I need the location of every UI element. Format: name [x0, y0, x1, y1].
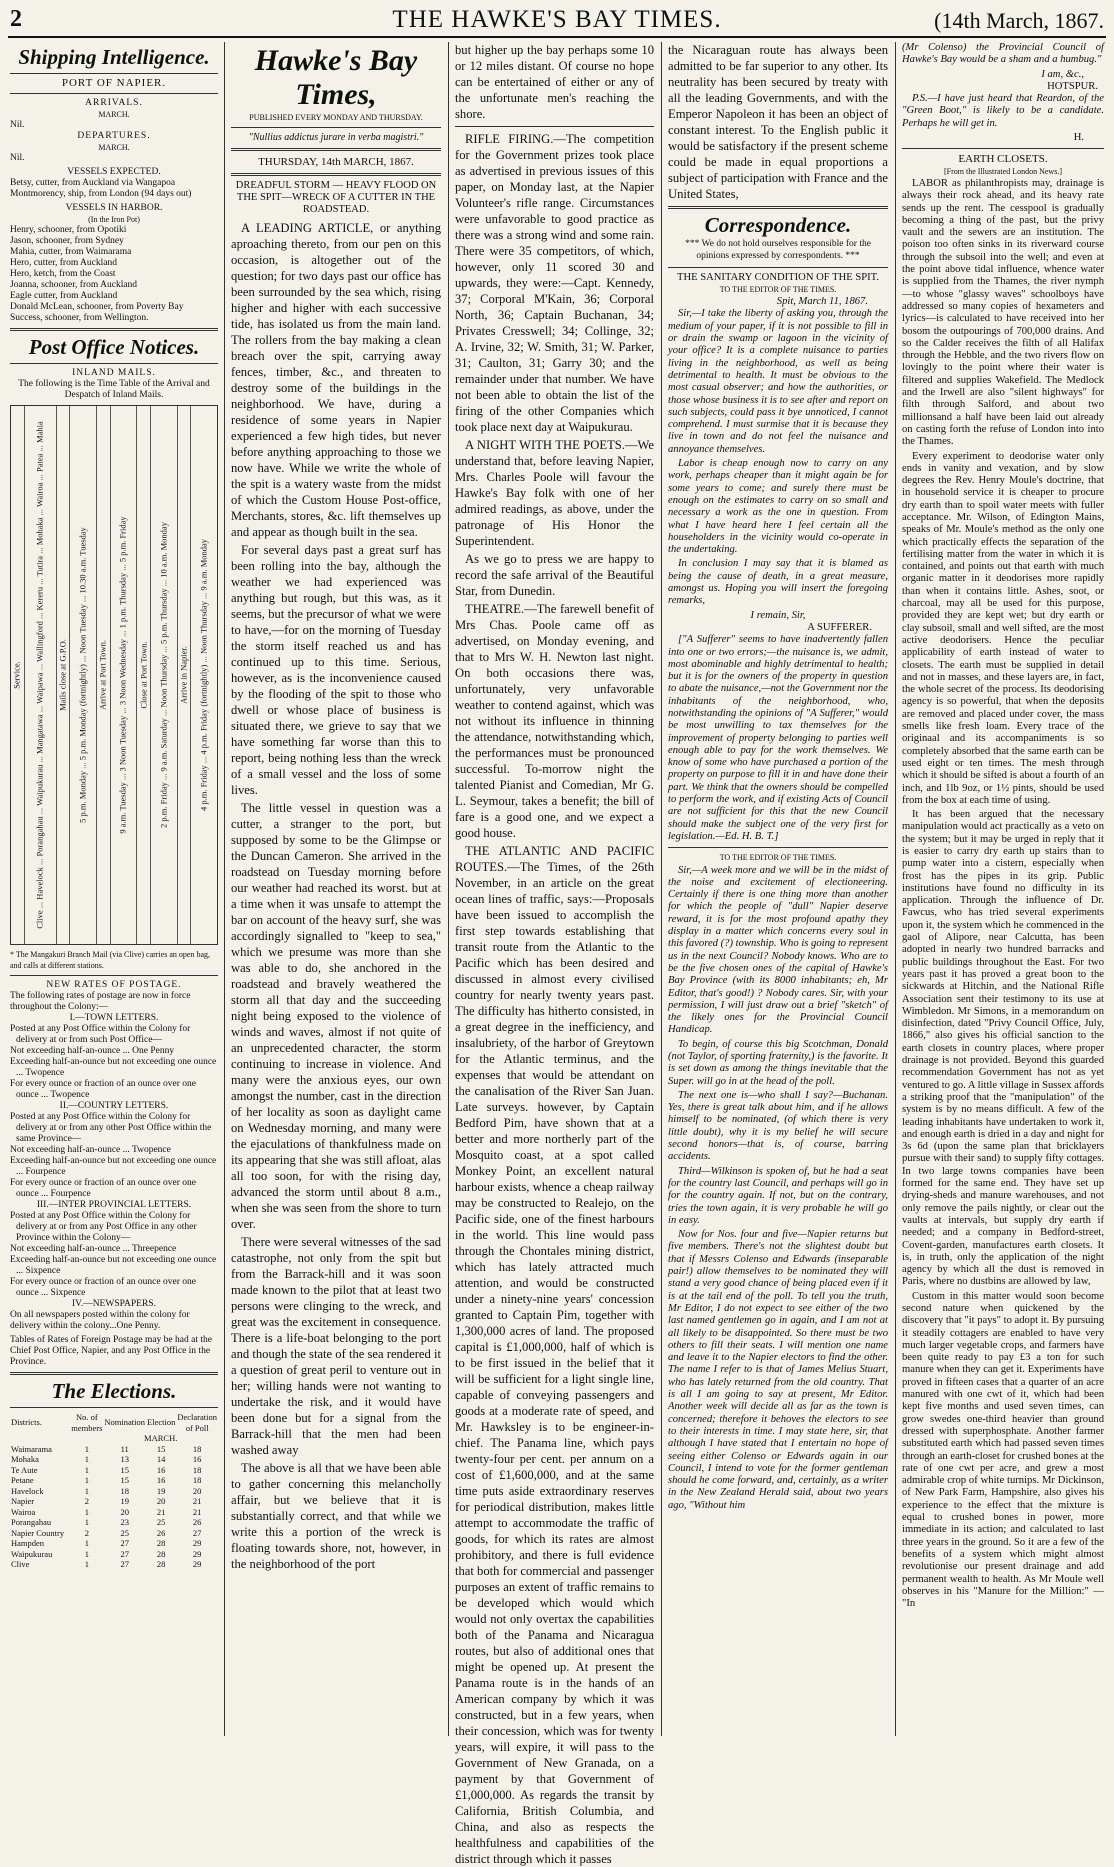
inland-mails: INLAND MAILS.: [72, 368, 156, 378]
table-cell: 21: [192, 1496, 202, 1506]
table-cell: 18: [192, 1464, 202, 1475]
table-cell: 2: [84, 1496, 89, 1506]
timetable-column: [96, 406, 110, 944]
letter-paragraph: Sir,—A week more and we will be in the midst of the noise and excitement of electioneering. Certainly if there is one thing more than another for which the people of "dull" Napier deserve reward, it is for the most profound apathy they display in a matter which concerns every soul in this favored (?) township. Who is going to represent us in the next Council? Nobody knows. Who are to be the five chosen ones of the capital of Hawke's Bay Province (with its 8000 inhabitants; eh, Mr Editor, that's good!) ? Nobody cares. Sir, with your permission, I will just draw out a brief "sketch" of the likely ones for the Provincial Council Handicap.: [668, 864, 888, 1036]
article-paragraph: It has been argued that the necessary manipulation would act practically as a veto on the system; but it may be urged in reply that it is easier to carry dry earth up stairs than to pump water into a cistern, especially when frost has the pipes in its grip. Public institutions have found no difficulty in its application. Through the influence of Dr. Fawcus, who has tried several experiments upon it, the system which he commenced in the gaol of Alipore, near Calcutta, has been adopted in nearly two hundred barracks and public buildings throughout the East. For two years past it has proved a great boon to the sickwards at Hitchin, and the National Rifle Association sent their testimony to its use at Wimbledon. Mr Simons, in a memorandum on disinfection, dated "Privy Council Office, July, 1866," also gives his official sanction to the earth closets in country places, where proper drainage is not provided. Beyond this guarded recommendation Government has not as yet ventured to go. A little village in Sussex affords a striking proof that the "manipulation" of the system is by no means difficult. A few of the leading inhabitants have undertaken to work it, and enough earth is dried in a day and night for 3s 6d (upon the same plan that bricklayers pursue with their sand) to supply fifty cottages. In two large towns companies have been formed for the same end. They have set up drying-sheds and manure warehouses, and not only remove the pails nightly, or clear out the vaults at intervals, but supply dry earth if needed; and a company in Bedford-street, Covent-garden, manufactures earth closets. It is, in truth, only the application of the night agency by which all the dust is removed in Paris, where no dustbins are allowed by law,: [902, 809, 1104, 1288]
table-cell: 28: [156, 1548, 166, 1559]
table-row: [10, 1538, 218, 1549]
storm-headline: DREADFUL STORM — HEAVY FLOOD ON THE SPIT—WRECK OF A CUTTER IN THE ROADSTEAD.: [235, 180, 437, 215]
theatre-paragraph: THEATRE.—The farewell benefit of Mrs Chas. Poole came off as advertised, on Monday evening, and that to Mrs W. H. Newton last night. On both occasions there was, unfortunately, very unfavorable weather to contend against, which was not without its influence in thinning the attendance, notwithstanding which, the performances must be pronounced successful. To-morrow night the talented Pianist and Comedian, Mr G. L. Seymour, takes a benefit; the bill of fare is a good one, and we expect a good house.: [455, 602, 654, 840]
table-cell: Nomination: [104, 1417, 146, 1428]
article-paragraph: The little vessel in question was a cutter, a stranger to the port, but supposed by some to be the Glimpse or the Duncan Cameron. She arrived in the roadstead on Tuesday morning before our weather had reached its worst. but at a time when it was unsafe to attempt the bar on account of the heavy surf, she was accordingly signalled to "keep to sea," which we presume was more than she was able to do, she anchored in the roadstead and bravely weathered the storm all that day and the succeeding night being exposed to the violence of winds and waves, almost if not quite of an unprecedented character, the storm continuing to increase in violence. And many were the anxious eyes, our own amongst the number, cast in the direction of her locality as soon as daylight came on Wednesday morning, and many were the ejaculations of thankfulness made on its appearing that she was still afloat, alas all too soon, for with the rising day, advanced the storm until about 8 a.m., when she was seen from the shore to turn over.: [231, 801, 441, 1231]
table-cell: 28: [156, 1559, 166, 1569]
list-item: Exceeding half-an-ounce but not exceeding one ounce ... Sixpence: [10, 1255, 217, 1276]
town-heading: I.—TOWN LETTERS.: [69, 1013, 159, 1023]
timetable-column: [150, 406, 177, 944]
table-row: [10, 1433, 218, 1444]
table-cell: Te Aute: [11, 1464, 38, 1475]
table-cell: 15: [120, 1464, 129, 1475]
letter-paragraph: In conclusion I may say that it is blamed as being the cause of death, in a great measure, amongst us. Hoping you will insert the foregoing remarks,: [668, 558, 888, 607]
list-item: Mahia, cutter, from Waimarama: [10, 247, 132, 257]
table-cell: 14: [156, 1454, 166, 1464]
table-cell: 21: [192, 1506, 202, 1517]
editor-note: ["A Sufferer" seems to have inadvertently fallen into one or two errors;—the nuisance is, we admit, most abominable and highly detrimental to health; but it is for the owners of the property in question to abate the nuisance,—not the Government nor the inhabitants of the neighborhood, who, notwithstanding the opinions of "A Sufferer," would be most unwilling to tax themselves for the improvement of property belonging to parties well enough able to pay for the work themselves. We know of some who have purchased a portion of the property on purpose to fill it in and have done their part. We think that the owners should be compelled to perform the work, and if existing Acts of Council are not sufficient for this that the new Council should make the subject one of the very first for legislation.—Ed. H. B. T.]: [668, 634, 888, 842]
letter-closing: I remain, Sir,: [750, 609, 806, 621]
table-cell: 1: [84, 1559, 89, 1569]
table-cell: Mohaka: [11, 1454, 39, 1464]
list-item: Betsy, cutter, from Auckland via Wangapoa: [10, 178, 176, 188]
letter-paragraph: Third—Wilkinson is spoken of, but he had a seat for the country last Council, and perhaps will go in for the country again. If not, but on the contrary, tries the town again, it is very probable he will go in easy.: [668, 1165, 888, 1226]
list-item: Success, schooner, from Wellington.: [10, 313, 149, 323]
table-cell: Waimarama: [11, 1443, 52, 1454]
table-cell: 27: [120, 1559, 129, 1569]
article-paragraph: Custom in this matter would soon become second nature when quickened by the discovery that "it pays" to adopt it. By pursuing it steadily cottagers are enabled to have very much larger vegetable crops, and farmers have been quite ready to pay £3 a ton for such manure when they can get it. Experiments have proved in fifteen cases that a quarter of an acre manured with one cwt of it, which had been kept five months and used seven times, can grow swedes one-third heavier than ground dressed with superphosphate. Another farmer substituted earth which had passed seven times through an earth-closet for crushed bones at the rate of one cwt per acre, and grew a most admirable crop of white turnips. Mr Dickinson, of New Park Farm, Hampshire, also gives his experience to the effect that the mixture is equal to crushed bones in power, more immediate in its action; and calculated to last three years in the ground. So it are a few of the benefits of a system which might almost revolutionise our present drainage and add permanent wealth to health. As Mr Moule well observes in his "Manure for the Million:" — "In: [902, 1290, 1104, 1610]
article-paragraph: the Nicaraguan route has always been admitted to be far superior to any other. Its neutrality has been secured by treaty with all the leading Governments, and with the Emperor Napoleon it has been an object of constant interest. To the English public it would be satisfactory if the present scheme could be made in equal proportions a subject of participation with France and the United States,: [668, 43, 888, 201]
table-cell: 18: [192, 1475, 202, 1485]
letter-paragraph: Sir,—I take the liberty of asking you, through the medium of your paper, if it is not possible to fill in or drain the swamp or lagoon in the vicinity of your office? It is a complete nuisance to parties living in the neighborhood, as well as being detrimental to health. It must be obvious to the most casual observer; and how the authorities, or those whose business it is to see after and report on such subjects, could pass it bye unnoticed, I cannot comprehend. I must surmise that it is because they live in town and do not feel the nuisance and annoyance themselves.: [668, 308, 888, 455]
list-item: Exceeding half-an-ounce but not exceeding one ounce ... Fourpence: [10, 1156, 217, 1177]
table-row: [10, 1507, 218, 1518]
letter-paragraph: Labor is cheap enough now to carry on any work, perhaps cheaper than it might again be for some years to come; and surely there must be enough on the estimates to carry on so small and necessary a work as the one in question. From what I have heard here I feel certain all the householders in the vicinity would co-operate in the undertaking.: [668, 458, 888, 556]
elections-heading: The Elections.: [51, 1379, 177, 1403]
timetable-cell: Arrive at Port Town.: [97, 639, 108, 711]
list-item: Posted at any Post Office within the Colony for delivery at or from any other Post Office within the same Province—: [10, 1112, 212, 1144]
masthead: [8, 6, 1106, 38]
rates-intro: The following rates of postage are now in force throughout the Colony:—: [10, 991, 191, 1012]
page-number: 2: [10, 6, 22, 32]
table-cell: Waipukurau: [11, 1548, 53, 1559]
table-cell: 15: [120, 1475, 129, 1485]
table-cell: 20: [156, 1496, 166, 1506]
country-heading: II.—COUNTRY LETTERS.: [59, 1101, 169, 1111]
table-cell: 11: [120, 1443, 129, 1454]
news-heading: IV.—NEWSPAPERS.: [72, 1299, 156, 1309]
column-shipping-post: [6, 42, 222, 1736]
inter-rates: [10, 1211, 218, 1299]
table-cell: 27: [120, 1548, 129, 1559]
table-row: [10, 1528, 218, 1539]
inter-heading: III.—INTER PROVINCIAL LETTERS.: [36, 1200, 192, 1210]
table-cell: 13: [120, 1454, 129, 1464]
list-item: Hero, ketch, from the Coast: [10, 269, 116, 279]
table-cell: 1: [84, 1548, 89, 1559]
arrivals-month: MARCH.: [98, 110, 130, 119]
table-cell: 28: [156, 1538, 166, 1548]
list-item: Henry, schooner, from Opotiki: [10, 225, 127, 235]
news-rate: On all newspapers posted within the colony for delivery within the colony...One Penny.: [10, 1310, 190, 1331]
correspondence-heading: Correspondence.: [704, 213, 852, 237]
post-office-heading: Post Office Notices.: [28, 335, 200, 359]
star-paragraph: As we go to press we are happy to record the safe arrival of the Beautiful Star, from Dunedin.: [455, 552, 654, 598]
table-cell: 21: [156, 1506, 166, 1517]
table-cell: Havelock: [11, 1485, 44, 1496]
expected-heading: VESSELS EXPECTED.: [67, 167, 161, 177]
table-row: [10, 1475, 218, 1486]
table-cell: Napier Country: [11, 1527, 65, 1538]
letter-closing: I am, &c.,: [1041, 68, 1084, 80]
list-item: Joanna, schooner, from Auckland: [10, 280, 138, 290]
timetable-cell: Close at Port Town.: [138, 641, 149, 709]
departures-label: DEPARTURES.: [77, 131, 151, 141]
table-cell: 23: [120, 1517, 129, 1527]
column-leader: [227, 42, 445, 1736]
published-line: PUBLISHED EVERY MONDAY AND THURSDAY.: [249, 113, 423, 122]
disclaimer: *** We do not hold ourselves responsible for the opinions expressed by correspondents. ***: [685, 239, 871, 262]
list-item: Not exceeding half-an-ounce ... Twopence: [10, 1145, 171, 1155]
column-rule: [224, 42, 225, 1736]
timetable-cell: Clive ... Havelock ... Porangahau ... Waipukurau ... Mangatawa ... Waipawa ... Wallingford ... Kereru ... Tutira ... Mohaka ... Wairoa ... Patea ... Mahia: [34, 421, 45, 929]
table-cell: 29: [192, 1559, 202, 1569]
table-cell: 27: [192, 1527, 202, 1538]
table-cell: 1: [84, 1538, 89, 1548]
list-item: Not exceeding half-an-ounce ... One Penny: [10, 1046, 175, 1056]
port-title: PORT OF NAPIER.: [61, 77, 167, 89]
atlantic-paragraph: THE ATLANTIC AND PACIFIC ROUTES.—The Times, of the 26th November, in an article on the great ocean lines of traffic, says:—Proposals have been issued to accomplish the first step towards establishing that transit route from the Atlantic to the Pacific which has been desired and discussed in almost every civilised country for nearly twenty years past. The difficulty has hitherto consisted, in a great degree in the inefficiency, and insalubriety, of the harbor of Greytown for the Atlantic terminus, and the expenses that would be attendant on the canalisation of the River San Juan. Late surveys. however, by Captain Bedford Pim, have shown that at a better and more northerly part of the Mosquito coast, at a spot called Monkey Point, an excellent natural harbour exists, whence a cheap railway may be constructed to Realejo, on the Pacific side, one of the finest harbours in the world. This line would pass through the Chontales mining district, which has lately attracted much attention, and would be constructed under a ninety-nine years' concession granted to Captain Pim, together with 1,300,000 acres of land. The proposed capital is £1,000,000, half of which is to be first issued in the belief that it will be sufficient for a light single line, capable of conveying passengers and goods at a moderate rate of speed, and Mr. Hawksley is to be engineer-in-chief. The Panama line, which pays twenty-four per cent. per annum on a cost of £1,600,000, and at the same time puts aside extraordinary reserves for periodical distribution, makes little attempt to accommodate the traffic of goods, for which its rates are almost prohibitory, and there is full evidence that both for commercial and passenger purposes an extent of traffic remains to be developed which would which would not only overtax the capabilities both of the Panama and Nicaragua routes, but also of additional ones that might be opened up. At present the Panama route is in the hands of an American company by which it was constructed, but in a few years, when their concession, which was for twenty years, will expire, it will pass to the Government of New Granada, on a payment by that Government of £1,000,000. As regards the transit by California, British Columbia, and China, and also as respects the healthfulness and capabilities of the district through which it passes: [455, 844, 654, 1866]
earth-closets-title: EARTH CLOSETS.: [958, 153, 1048, 166]
shipping-heading: Shipping Intelligence.: [18, 45, 210, 69]
table-row: [10, 1517, 218, 1528]
article-paragraph: The above is all that we have been able to gather concerning this melancholly affair, but we believe that it is substantially correct, and that while we write this a portion of the wreck is floating towards shore, not, however, in the neighborhood of the port: [231, 1461, 441, 1571]
postscript-signature: H.: [1073, 132, 1084, 144]
table-header: [10, 1412, 218, 1433]
article-paragraph: There were several witnesses of the sad catastrophe, not only from the spit but from the Barrack-hill and it was soon made known to the pilot that at least two persons were clinging to the wreck, and great was the excitement in consequence. There is a life-boat belonging to the port and though the state of the sea rendered it a question of great peril to venture out in her; willing hands were not wanting to undertake the risk, and it would have been done but for a signal from the Barrack-hill that the men had been washed away: [231, 1235, 441, 1457]
rifle-firing-paragraph: RIFLE FIRING.—The competition for the Government prizes took place as advertised in previous issues of this paper, on Monday last, at the Napier Volunteer's rifle range. Circumstances were unfavorable to good practice as there was a strong wind and some rain. There were 35 competitors, of which, however, only 11 scored 30 and upwards, they were:—Capt. Kennedy, 37; Corporal M'Kain, 36; Corporal North, 36; Captain Buchanan, 34; Privates Cresswell; 34; Collinge, 32; A. Irvine, 32; W. Smith, 31; W. Parker, 31; Caulton, 31; Garry 30; and the remainder under that number. We have not been able to obtain the list of the firing of the other Companies which took place next day at Waipukurau.: [455, 132, 654, 434]
mail-timetable: [10, 405, 218, 945]
to-editor: TO THE EDITOR OF THE TIMES.: [719, 284, 837, 294]
table-cell: 1: [84, 1454, 89, 1464]
table-cell: Election: [147, 1417, 176, 1428]
timetable-cell: 2 p.m. Friday ... 9 a.m. Saturday ... Noon Thursday ... 5 p.m. Thursday ... 10 a.m. Monday: [158, 522, 169, 828]
timetable-column: [136, 406, 150, 944]
arrivals-label: ARRIVALS.: [85, 98, 143, 108]
harbor-heading: VESSELS IN HARBOR.: [65, 203, 163, 213]
column-rule: [895, 42, 896, 1736]
mail-intro: The following is the Time Table of the Arrival and Despatch of Inland Mails.: [18, 379, 210, 400]
table-row: [10, 1559, 218, 1570]
column-correspondence: [664, 42, 892, 1736]
table-cell: 2: [84, 1527, 89, 1538]
table-cell: 19: [156, 1485, 166, 1496]
table-cell: Districts.: [11, 1417, 42, 1428]
list-item: For every ounce or fraction of an ounce over one ounce ... Sixpence: [10, 1277, 196, 1298]
table-cell: Hampden: [11, 1538, 45, 1548]
table-row: [10, 1549, 218, 1560]
table-cell: 16: [156, 1464, 166, 1475]
table-row: [10, 1465, 218, 1476]
letter-paragraph: Now for Nos. four and five—Napier returns but five members. There's not the slightest doubt but that if Messrs Colenso and Edwards (inseparable pair!) allow themselves to be nominated they will stand a very good chance of being placed even if it is at the tail end of the poll. To tell you the truth, Mr Editor, I do not expect to see either of the two last named gentlemen go in again, and I am not at all likely to be disappointed. So there must be two others to fill their seats. I will mention one name and leave it to the Napier electors to find the other. The name I refer to is that of James Melius Stuart, who has lately returned from the old country. That is all I am going to say at present, Mr Editor. Another week will decide all as far as the town is concerned; therefore it behoves the electors to see to their interests in time. I may state here, sir, that although I have stated that I entertain no hope of seeing either Colenso or Edwards again in our Council, I intend to vote for the former gentleman should he come forward, and, certainly, as a writer in the New Zealand Herald said, about two years ago, "Without him: [668, 1229, 888, 1511]
timetable-column: [56, 406, 70, 944]
harbor-note: (In the Iron Pot): [88, 215, 140, 224]
table-cell: 18: [120, 1485, 129, 1496]
table-cell: 25: [156, 1517, 166, 1527]
sanitary-title: THE SANITARY CONDITION OF THE SPIT.: [677, 271, 879, 283]
timetable-column: [69, 406, 96, 944]
list-item: Not exceeding half-an-ounce ... Threepence: [10, 1244, 177, 1254]
table-cell: No. of members: [71, 1412, 103, 1433]
table-cell: 1: [84, 1485, 89, 1496]
timetable-cell: Arrive in Napier.: [178, 646, 189, 704]
table-cell: Wairoa: [11, 1506, 36, 1517]
to-editor: TO THE EDITOR OF THE TIMES.: [719, 853, 837, 863]
list-item: For every ounce or fraction of an ounce over one ounce ... Fourpence: [10, 1178, 196, 1199]
mail-footnote: * The Mangakuri Branch Mail (via Clive) carries an open bag, and calls at different stations.: [10, 950, 211, 970]
departures-month: MARCH.: [98, 143, 130, 152]
table-row: [10, 1496, 218, 1507]
table-cell: 18: [192, 1443, 202, 1454]
table-cell: 26: [156, 1527, 166, 1538]
table-cell: 15: [156, 1443, 166, 1454]
table-row: [10, 1454, 218, 1465]
article-paragraph: For several days past a great surf has been rolling into the bay, although the weather we had experienced was anything but rough, but this was, as it seems, but the precursor of what we were to have,—for on the morning of Tuesday the storm itself reached us and has continued up to this time. Serious, however, as is the inconvenience caused by the flooding of the spit to those who dwell or whose place of business is situated there, we grieve to say that we have something far worse than this to report, being nothing less than the wreck of a small vessel and the loss of some lives.: [231, 543, 441, 797]
timetable-column: [110, 406, 137, 944]
letter-signature: HOTSPUR.: [1047, 80, 1098, 92]
foreign-rates-note: Tables of Rates of Foreign Postage may be had at the Chief Post Office, Napier, and any Post Office in the Province.: [10, 1335, 212, 1367]
harbor-list: [10, 225, 218, 324]
timetable-cell: Mails close at G.P.O.: [57, 639, 68, 711]
departures-nil: Nil.: [10, 153, 25, 163]
rates-heading: NEW RATES OF POSTAGE.: [46, 980, 182, 990]
issue-date: (14th March, 1867.: [934, 8, 1104, 33]
column-rule: [661, 42, 662, 1736]
paper-motto: "Nullius addictus jurare in verba magistri.": [248, 132, 424, 143]
table-row: [10, 1444, 218, 1455]
letter-paragraph: (Mr Colenso) the Provincial Council of Hawke's Bay would be a sham and a humbug.": [902, 42, 1104, 66]
table-cell: Clive: [11, 1559, 30, 1569]
article-paragraph: A LEADING ARTICLE, or anything aproaching thereto, from our pen on this occasion, is altogether out of the question; for two days past our office has been surrounded by the sea which, rising higher and higher with each successive tide, has isolated us from the main land. The rollers from the bay making a clean breach over the spit, carrying away fences, timber, &c., and threaten to destroy some of the buildings in the neighborhood. We have, during a residence of some years in Napier experienced a few high tides, but never before anything approaching to those we now have. While we write the whole of the spit is a watery waste from the midst of which the Custom House Post-office, Merchants, stores, &c. lift themselves up and appear as though built in the sea.: [231, 221, 441, 539]
column-rule: [448, 42, 449, 1736]
timetable-column: [177, 406, 191, 944]
town-rates: [10, 1024, 218, 1101]
timetable-cell: 5 p.m. Monday ... 5 p.m. Monday (fortnightly) ... Noon Tuesday ... 10.30 a.m. Tuesday: [77, 527, 88, 823]
column-news: [451, 42, 658, 1866]
table-cell: Declaration of Poll: [177, 1412, 217, 1433]
list-item: Montmorency, ship, from London (94 days out): [10, 189, 192, 199]
list-item: Hero, cutter, from Auckland: [10, 258, 117, 268]
list-item: Posted at any Post Office within the Colony for delivery at or from such Post Office—: [10, 1024, 191, 1045]
paper-date: THURSDAY, 14th MARCH, 1867.: [258, 156, 414, 168]
article-paragraph: LABOR as philanthropists may, drainage is always their rock ahead, and its heavy rate sends up the rent. The cesspool is gradually becoming a thing of the past, but the privy vault and the sewers are an institution. The poison too often sinks in its riverward course through the subsoil into the well; and even at the point above tidal influence, whence water is supplied from the Thames, the river nymph—to whose "glassy waves" schoolboys have addressed so many copies of hexameters and lyrics—is calculated to have received into her bosom the outpourings of 700,000 drains. And so the Calder receives the filth of all Halifax through the Hebble, and the two rivers flow on lovingly to the point where their water is filtered and supplies Wakefield. The Medlock and the Irwell are also "silent highways" for filth through Salford, and about two millionsand a half have been laid out already on casting forth the refuse of London into into the Thames.: [902, 177, 1104, 448]
country-rates: [10, 1112, 218, 1200]
table-cell: Porangahau: [11, 1517, 52, 1527]
article-paragraph: but higher up the bay perhaps some 10 or 12 miles distant. Of course no hope can be entertained of either or any of the unfortunate men's reaching the shore.: [455, 43, 654, 121]
letter-paragraph: To begin, of course this big Scotchman, Donald (not Taylor, of sporting fraternity,) is the favorite. It is set down as among the things inevitable that the Super. will go in at the head of the poll.: [668, 1038, 888, 1087]
poets-paragraph: A NIGHT WITH THE POETS.—We understand that, before leaving Napier, Mrs. Charles Poole will favour the Hawke's Bay folk with one of her admired readings, as above, under the patronage of His Honor the Superintendent.: [455, 438, 654, 548]
postscript: P.S.—I have just heard that Reardon, of the "Green Boot," is likely to be a candidate. Perhaps he will get in.: [902, 93, 1104, 129]
letter-paragraph: The next one is—who shall I say?—Buchanan. Yes, there is great talk about him, and if he allows himself to be nominated, (of which there is very little doubt), why it is my belief he will secure second honors—that is, of course, barring accidents.: [668, 1089, 888, 1163]
timetable-cell: 9 a.m. Tuesday ... 3 Noon Tuesday ... 3 Noon Wednesday ... 1 p.m. Thursday ... 5 p.m. Friday: [117, 516, 128, 834]
list-item: Exceeding half-an-ounce but not exceeding one ounce ... Twopence: [10, 1057, 217, 1078]
table-cell: 1: [84, 1517, 89, 1527]
table-cell: 20: [120, 1506, 129, 1517]
table-cell: Petane: [11, 1475, 34, 1485]
column-earth-closets: [898, 42, 1108, 1736]
letter-dateline: Spit, March 11, 1867.: [776, 296, 868, 308]
timetable-cell: 4 p.m. Friday ... 4 p.m. Friday (fortnightly) ... Noon Thursday ... 9 a.m. Monday: [198, 538, 209, 812]
table-cell: 1: [84, 1443, 89, 1454]
elections-table: [10, 1412, 218, 1570]
list-item: Eagle cutter, from Auckland: [10, 291, 118, 301]
timetable-column: [24, 406, 56, 944]
table-cell: 27: [120, 1538, 129, 1548]
table-cell: 20: [192, 1485, 202, 1496]
table-row: [10, 1486, 218, 1497]
paper-title: Hawke's Bay Times,: [254, 44, 418, 111]
table-cell: 25: [120, 1527, 129, 1538]
table-cell: 1: [84, 1464, 89, 1475]
table-cell: 19: [120, 1496, 129, 1506]
timetable-cell: Service.: [11, 661, 22, 689]
table-cell: 1: [84, 1475, 89, 1485]
newspaper-title: THE HAWKE'S BAY TIMES.: [392, 6, 722, 33]
table-cell: MARCH.: [144, 1433, 178, 1443]
table-cell: 16: [192, 1454, 202, 1464]
arrivals-nil: Nil.: [10, 120, 25, 130]
list-item: Jason, schooner, from Sydney: [10, 236, 124, 246]
timetable-column: [11, 406, 24, 944]
table-cell: 26: [192, 1517, 202, 1527]
list-item: For every ounce or fraction of an ounce over one ounce ... Twopence: [10, 1079, 196, 1100]
list-item: Donald McLean, schooner, from Poverty Bay: [10, 302, 184, 312]
table-cell: 29: [192, 1548, 202, 1559]
timetable-column: [190, 406, 217, 944]
earth-closets-source: [From the Illustrated London News.]: [944, 166, 1062, 176]
expected-list: [10, 178, 218, 200]
list-item: Posted at any Post Office within the Colony for delivery at or from any Post Office in any other Province within the Colony—: [10, 1211, 197, 1243]
table-cell: 29: [192, 1538, 202, 1548]
table-cell: Napier: [11, 1496, 35, 1506]
table-cell: 1: [84, 1506, 89, 1517]
letter-signature: A SUFFERER.: [807, 621, 872, 633]
article-paragraph: Every experiment to deodorise water only ends in vanity and vexation, and by slow degrees the Rev. Henry Moule's doctrine, that in household service it is cheaper to procure dry earth than to spoil water meets with fuller acceptance. Mr. Wilson, of Edington Mains, speaks of Mr. Moule's method as the only one which practically effects the separation of the fertilising matter from the water in which it is contained, and points out that earth with much organic matter in it deodorises more rapidly than when it contains little. Ashes, soot, or charcoal, may all be used for this purpose, provided they are kept wet; but dry earth or clay subsoil, small and well sifted, are the most active deodorisers. Hence the peculiar applicability of earth instead of water to closets. The earth must be supplied in detail and not in masses, and these layers are, in fact, the whole secret of the process. Its deodorising agency is so powerful, that when the deposits are removed and placed under cover, the mass smells like fresh loam. Every trace of the originaal and its accompaniments is so completely absorbed that the same earth can be used eight or ten times. The mesh through which it should be sifted is about a fourth of an inch, and 1lb 9oz, or 1½ pints, should be used from the box at each time of using.: [902, 450, 1104, 806]
table-cell: 16: [156, 1475, 166, 1485]
